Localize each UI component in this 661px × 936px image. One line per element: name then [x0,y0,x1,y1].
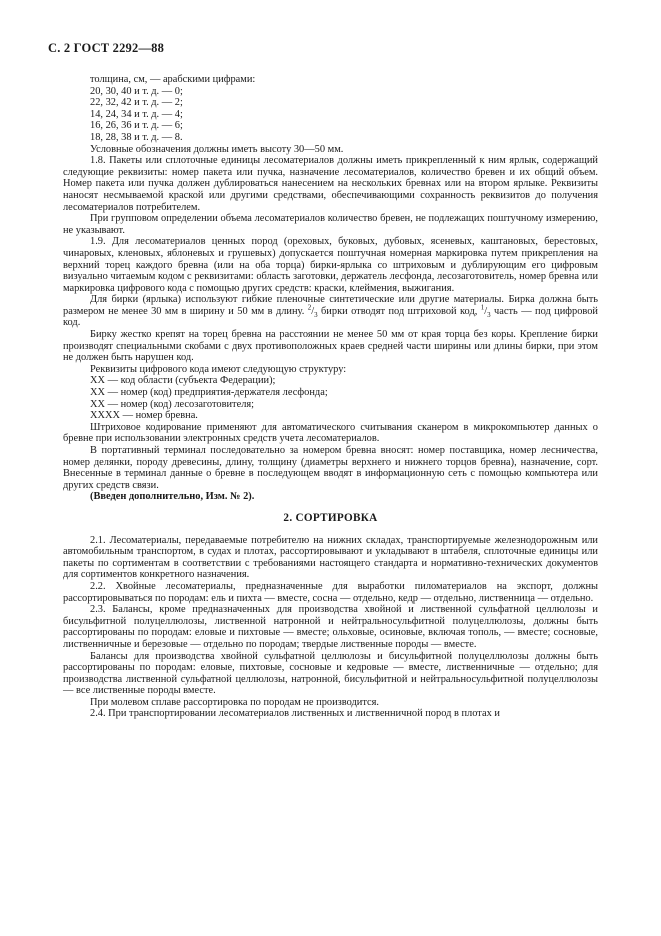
page-header: С. 2 ГОСТ 2292—88 [48,41,165,55]
paragraph-terminal: В портативный терминал последовательно за номером бревна вносят: номер поставщика, номер лесничества, номер делянки, породу древесины, длину, толщину (диаметры верхнего и нижнего торцов бревна), назначение, сорт. Внесенные в терминал данные о бревне в последующем вводят в информационную сеть с помощью компьютера или других средств связи. [63,445,598,491]
amendment-note: (Введен дополнительно, Изм. № 2). [90,491,255,503]
code-line: XX — номер (код) предприятия-держателя лесфонда; [90,387,328,399]
paragraph-2-3: 2.3. Балансы, кроме предназначенных для производства хвойной и лиственной сульфатной целлюлозы и бисульфитной полуцеллюлозы, лиственной натронной и нейтральносульфитной полуцеллюлозы, должны быть рассортированы по породам: еловые и пихтовые — вместе; ольховые, осиновые, включая тополь, — вместе; сосновые, лиственничные и березовые — отдельно по породам; твердые лиственные породы — вместе. [63,604,598,650]
code-line: XX — код области (субъекта Федерации); [90,375,276,387]
fraction-numerator: 1 [480,303,485,312]
paragraph-tag: Для бирки (ярлыка) используют гибкие пленочные синтетические или другие материалы. Бирка должна быть размером не менее 30 мм в ширину и 50 мм в длину. $^2/_3$ бирки отводят под штриховой код, $^1/_3$ часть — под цифровой код. [63,294,598,329]
code-line: XX — номер (код) лесозаготовителя; [90,398,255,410]
fraction-numerator: 2 [307,303,312,312]
intro-line: 18, 28, 38 и т. д. — 8. [90,131,183,143]
paragraph-2-2: 2.2. Хвойные лесоматериалы, предназначенные для выработки пиломатериалов на экспорт, должны рассортировываться по породам: ель и пихта — вместе, сосна — отдельно, кедр — отдельно, лиственница — отдельно. [63,580,598,604]
intro-line: 16, 26, 36 и т. д. — 6; [90,120,183,132]
tag-text-a: Для бирки (ярлыка) используют гибкие пленочные синтетические или другие материалы. Бирка должна быть размером не менее 30 мм в ширину и 50 мм в длину. [63,294,598,317]
paragraph-2-1: 2.1. Лесоматериалы, передаваемые потребителю на нижних складах, транспортируемые железнодорожным или автомобильным транспортом, в судах и плотах, рассортировывают и укладывают в штабеля, сплоточные единицы или пакеты по сортиментам в соответствии с требованиями настоящего стандарта и нормативно-технических документов для сортиментов конкретного назначения. [63,534,598,581]
paragraph-1-9: 1.9. Для лесоматериалов ценных пород (ореховых, буковых, дубовых, ясеневых, каштановых, берестовых, чинаровых, кленовых, яблоневых и грушевых) допускается поштучная номерная маркировка путем прикрепления на верхний торец каждого бревна (или на оба торца) бирки-ярлыка со штриховым и дублирующим его цифровым визуально читаемым кодом с реквизитами: область заготовки, держатель лесфонда, лесозаготовитель, номер бревна или маркировка цифрового кода с помощью других средств: краски, клеймения, выжигания. [63,236,598,294]
intro-line: 20, 30, 40 и т. д. — 0; [90,85,183,97]
intro-line: 14, 24, 34 и т. д. — 4; [90,108,183,120]
tag-text-c: часть — под цифровой код. [63,305,598,329]
intro-line: толщина, см, — арабскими цифрами: [90,74,256,85]
paragraph-1-8: 1.8. Пакеты или сплоточные единицы лесоматериалов должны иметь прикрепленный к ним ярлык, содержащий следующие реквизиты: номер пакета или пучка, назначение лесоматериалов, количество бревен и их общий объем. Номер пакета или пучка должен дублироваться нанесением на нескольких бревнах или на втором ярлыке. Реквизиты наносят несмываемой краской или другими средствами, обеспечивающими сохранность реквизитов до получения лесоматериалов потребителем. [63,155,598,213]
document-body [63,74,598,720]
section-title: 2. СОРТИРОВКА [283,511,378,524]
paragraph-barcode: Штриховое кодирование применяют для автоматического считывания сканером в микрокомпьютер данных о бревне при использовании электронных средств учета лесоматериалов. [63,421,598,445]
paragraph-rafting: При молевом сплаве рассортировка по породам не производится. [90,696,379,708]
paragraph-requisites: Реквизиты цифрового кода имеют следующую структуру: [90,363,347,375]
paragraph-symbols: Условные обозначения должны иметь высоту 30—50 мм. [90,143,344,155]
intro-line: 22, 32, 42 и т. д. — 2; [90,97,183,109]
paragraph-group: При групповом определении объема лесоматериалов количество бревен, не подлежащих поштучному измерению, не указывают. [63,213,598,236]
paragraph-2-4: 2.4. При транспортировании лесоматериалов лиственных и лиственничной пород в плотах и [90,708,500,720]
tag-text-b: бирки отводят под штриховой код, [317,305,481,317]
fraction-denominator: 3 [314,310,318,319]
paragraph-attach: Бирку жестко крепят на торец бревна на расстоянии не менее 50 мм от края торца без коры. Крепление бирки производят специальными скобами с двух противоположных краев средней части ширины или длины бирки, при этом не должен быть нарушен код. [63,329,598,364]
paragraph-balance: Балансы для производства хвойной сульфатной целлюлозы и бисульфитной полуцеллюлозы должны быть рассортированы по породам: еловые, пихтовые, сосновые и кедровые — вместе, лиственничные — отдельно; для производства лиственной сульфатной целлюлозы, натронной, бисульфитной и нейтральносульфитной полуцеллюлозы — все лиственные породы вместе. [63,650,598,697]
code-line: XXXX — номер бревна. [90,410,198,422]
fraction-denominator: 3 [487,310,491,319]
